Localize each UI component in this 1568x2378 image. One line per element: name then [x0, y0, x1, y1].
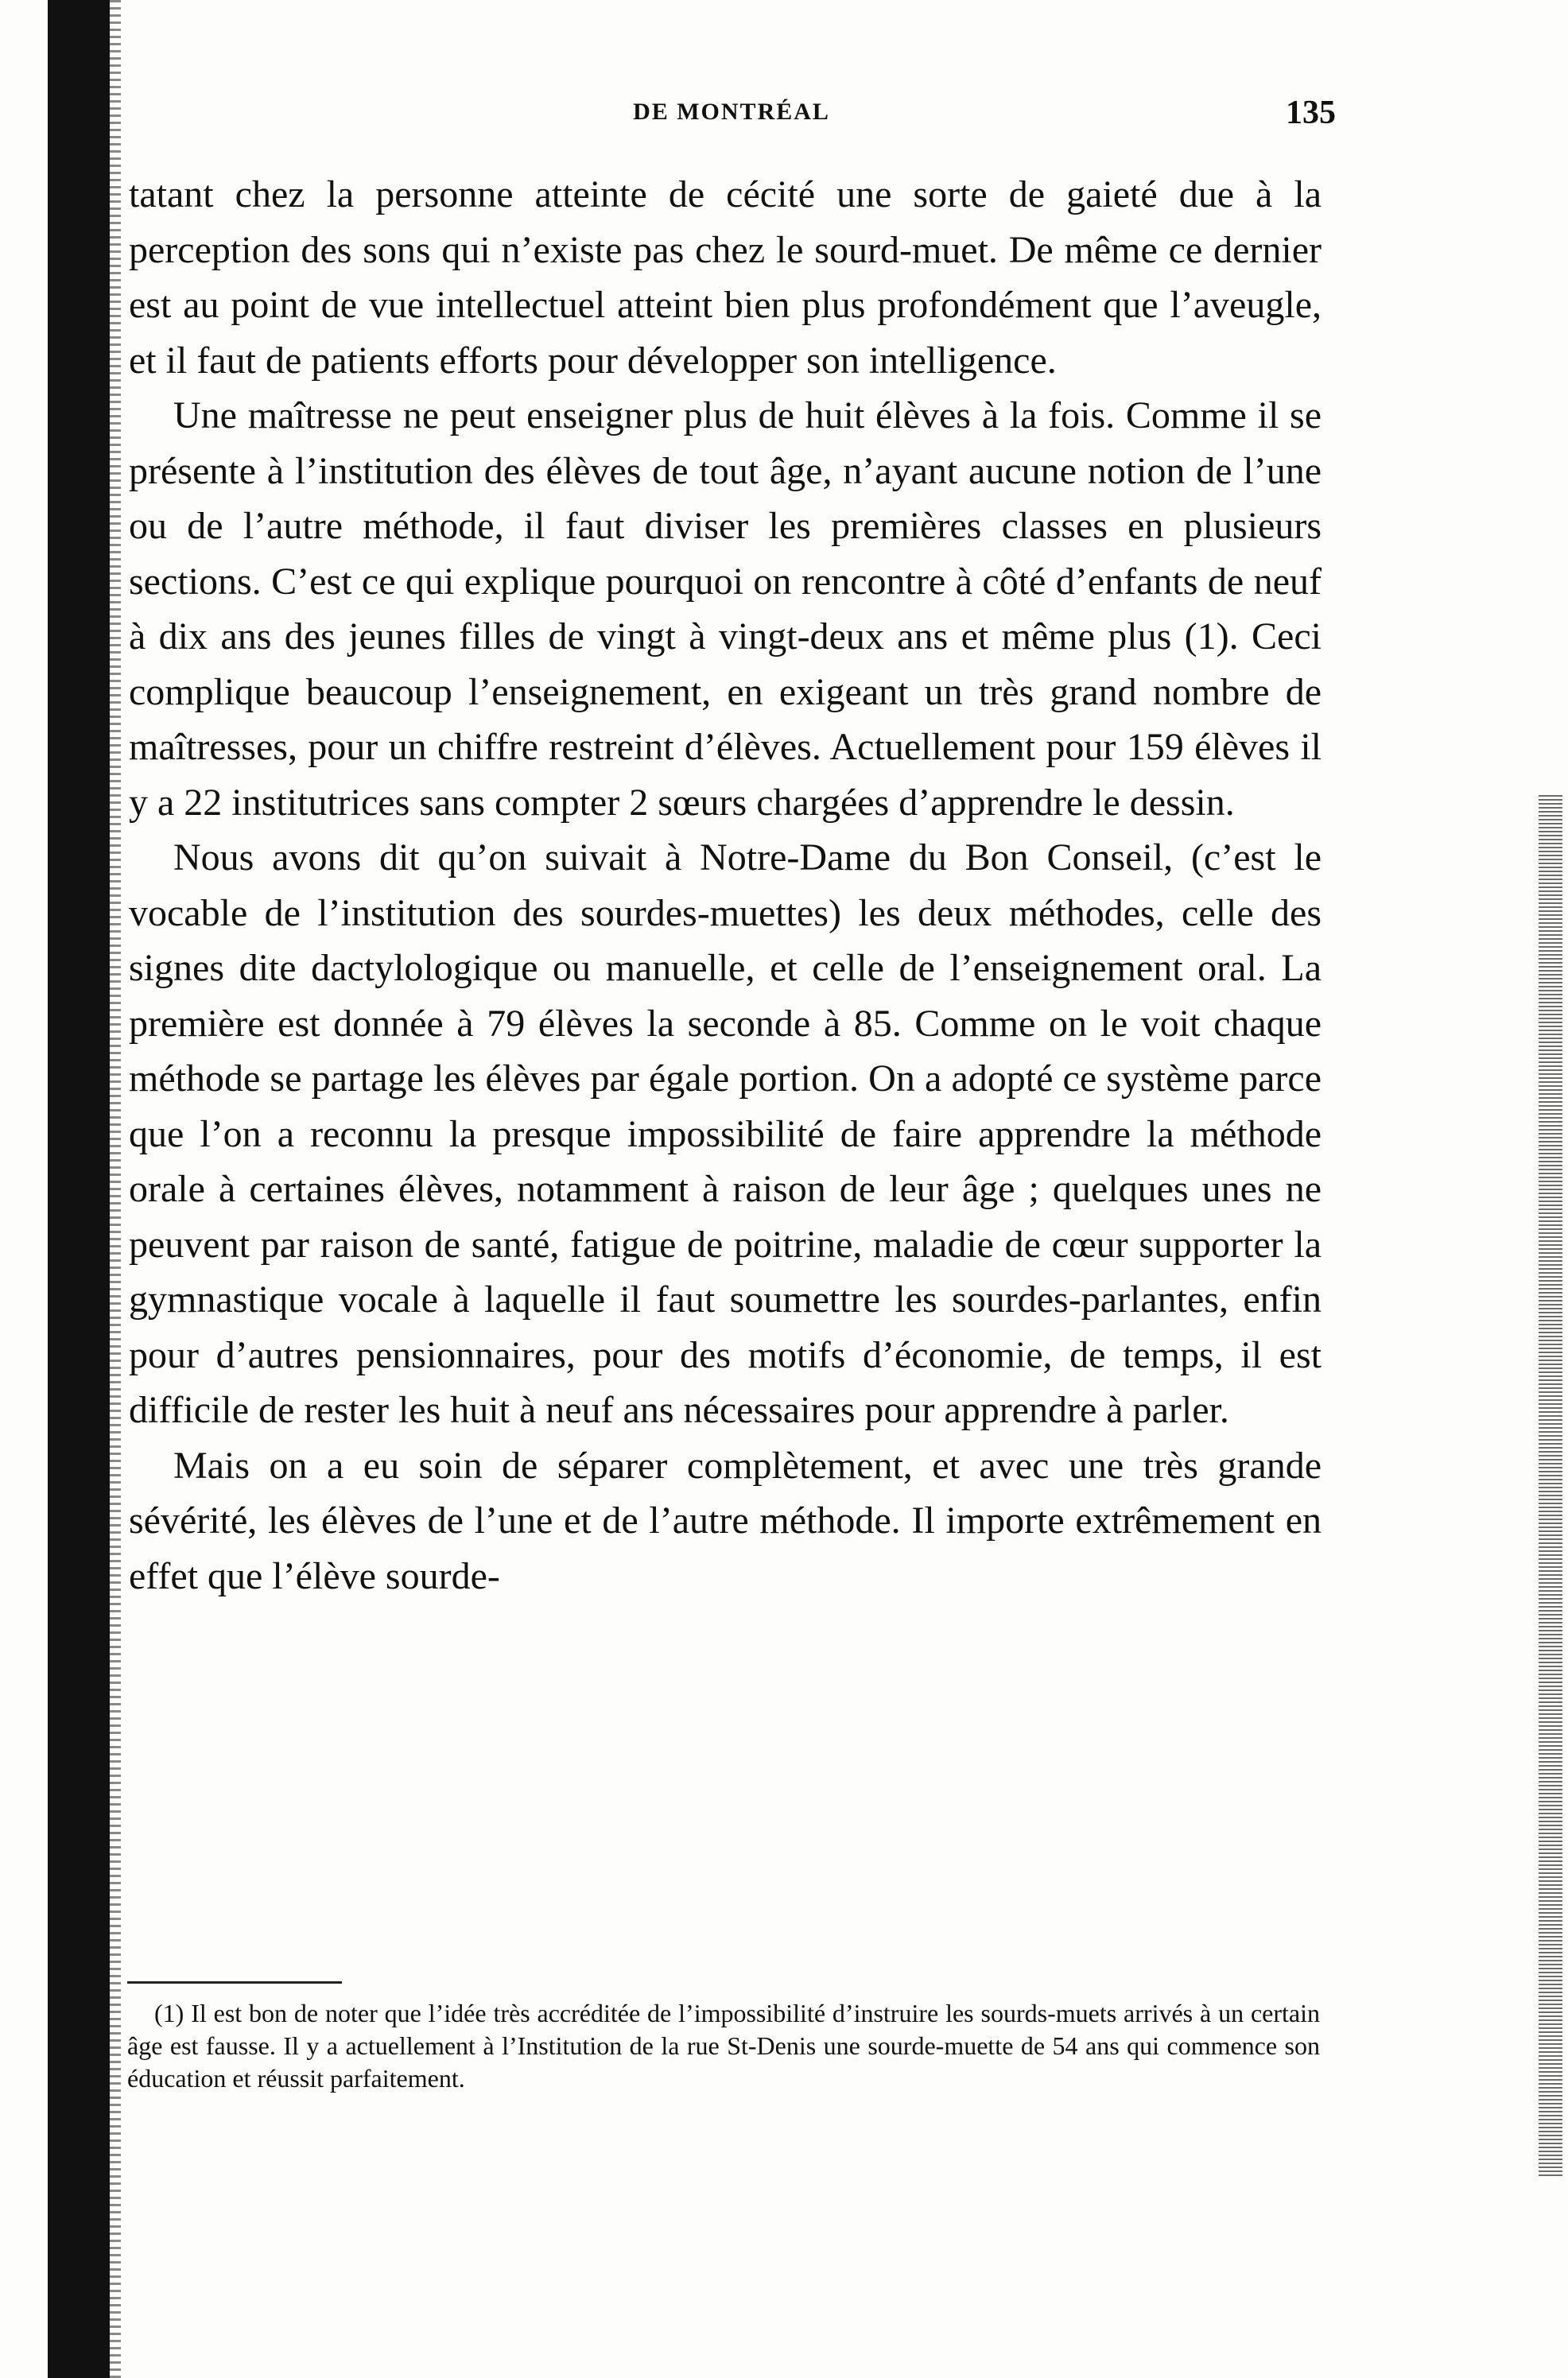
binding-edge-noise — [110, 0, 121, 2378]
binding-shadow — [48, 0, 110, 2378]
page-number: 135 — [1286, 95, 1336, 131]
paragraph: Une maîtresse ne peut enseigner plus de huit élèves à la fois. Comme il se présente à l’institution des élèves de tout âge, n’ayant aucune notion de l’une ou de l’autre méthode, il faut diviser les premières classes en plusieurs sections. C’est ce qui explique pourquoi on rencontre à côté d’enfants de neuf à dix ans des jeunes filles de vingt à vingt-deux ans et même plus (1). Ceci complique beaucoup l’enseignement, en exigeant un très grand nombre de maîtresses, pour un chiffre restreint d’élèves. Actuellement pour 159 élèves il y a 22 institutrices sans compter 2 sœurs chargées d’apprendre le dessin. — [129, 394, 1322, 824]
paragraph: Nous avons dit qu’on suivait à Notre-Dame du Bon Conseil, (c’est le vocable de l’institution des sourdes-muettes) les deux méthodes, celle des signes dite dactylologique ou manuelle, et celle de l’enseignement oral. La première est donnée à 79 élèves la seconde à 85. Comme on le voit chaque méthode se partage les élèves par égale portion. On a adopté ce système parce que l’on a reconnu la presque impossibilité de faire apprendre la méthode orale à certaines élèves, notamment à raison de leur âge ; quelques unes ne peuvent par raison de santé, fatigue de poitrine, maladie de cœur supporter la gymnastique vocale à laquelle il faut soumettre les sourdes-parlantes, enfin pour d’autres pensionnaires, pour des motifs d’économie, de temps, il est difficile de rester les huit à neuf ans nécessaires pour apprendre à parler. — [129, 836, 1322, 1431]
running-head — [127, 94, 1336, 142]
body-text — [129, 167, 1322, 1604]
running-title: DE MONTRÉAL — [633, 99, 830, 125]
footnote: (1) Il est bon de noter que l’idée très accréditée de l’impossibilité d’instruire les sourds-muets arrivés à un certain âge est fausse. Il y a actuellement à l’Institution de la rue St-Denis une sourde-muette de 54 ans qui commence son éducation et réussit parfaitement. — [127, 1999, 1320, 2093]
paragraph: Mais on a eu soin de séparer complètement, et avec une très grande sévérité, les élèves de l’une et de l’autre méthode. Il importe extrêmement en effet que l’élève sourde- — [129, 1444, 1322, 1597]
right-edge-scan-noise — [1539, 795, 1562, 2178]
paragraph-continued: tatant chez la personne atteinte de cécité une sorte de gaieté due à la perception des sons qui n’existe pas chez le sourd-muet. De même ce dernier est au point de vue intellectuel atteint bien plus profondément que l’aveugle, et il faut de patients efforts pour développer son intelligence. — [129, 173, 1322, 382]
footnote-divider — [127, 1981, 342, 1984]
